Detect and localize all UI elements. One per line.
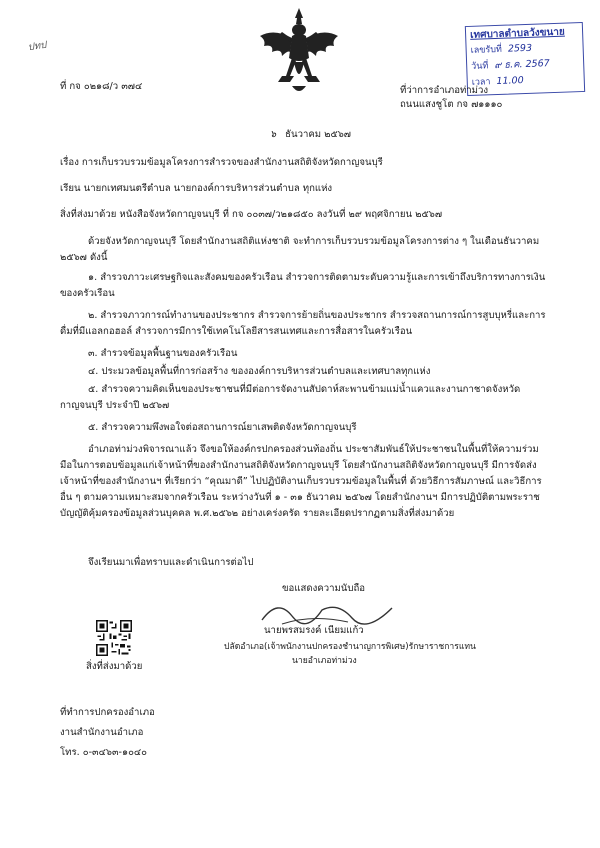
date-text: ธันวาคม ๒๕๖๗ <box>285 129 352 140</box>
doc-number: ที่ กจ ๐๒๑๘/ว ๓๗๔ <box>60 81 143 92</box>
list-item: ๕. สำรวจความพึงพอใจต่อสถานการณ์ยาเสพติดจังหวัดกาญจนบุรี <box>88 422 357 433</box>
list-item: ๕. สำรวจความคิดเห็นของประชาชนที่มีต่อการจัดงานสัปดาห์สะพานข้ามแม่น้ำแควและงานกาชาดจังหวัดกาญจนบุรี ประจำปี ๒๕๖๗ <box>60 384 521 411</box>
signer-title-1: ปลัดอำเภอ(เจ้าพนักงานปกครองชำนาญการพิเศษ)รักษาราชการแทน <box>224 642 476 652</box>
corner-note: ปทป <box>27 39 48 54</box>
signer-title-2: นายอำเภอท่าม่วง <box>292 656 357 666</box>
footer-phone: โทร. ๐-๓๔๖๓-๑๐๔๐ <box>60 747 148 758</box>
stamp-row-time: เวลา 11.00 <box>471 75 524 88</box>
list-item: ๑. สำรวจภาวะเศรษฐกิจและสังคมของครัวเรือน สำรวจการติดตามระดับความรู้และการเข้าถึงบริการทางการเงินของครัวเรือน <box>60 272 546 299</box>
date-mark: ๖ <box>270 129 277 140</box>
signer-name: นายพรสมรงค์ เนียมแก้ว <box>264 625 364 636</box>
stamp-row-number: เลขรับที่ 2593 <box>470 42 533 56</box>
list-item: ๓. สำรวจข้อมูลพื้นฐานของครัวเรือน <box>88 348 238 359</box>
closing-line: จึงเรียนมาเพื่อทราบและดำเนินการต่อไป <box>88 557 254 568</box>
list-item: ๒. สำรวจภาวการณ์ทำงานของประชากร สำรวจการย้ายถิ่นของประชากร สำรวจสถานการณ์การสูบบุหรี่และการดื่มที่มีแอลกอฮอล์ สำรวจการมีการใช้เทคโนโลยีสารสนเทศและการสื่อสารในครัวเรือน <box>60 310 546 337</box>
stamp-row-date: วันที่ ๙ ธ.ค. 2567 <box>471 58 550 72</box>
stamp-title: เทศบาลตำบลวังขนาย <box>469 26 565 41</box>
office-name: ที่ว่าการอำเภอท่าม่วง <box>400 85 489 96</box>
footer-office: ที่ทำการปกครองอำเภอ <box>60 707 155 718</box>
footer-section: งานสำนักงานอำเภอ <box>60 727 144 738</box>
qr-caption: สิ่งที่ส่งมาด้วย <box>86 661 143 672</box>
office-address: ถนนแสงชูโต กจ ๗๑๑๑๐ <box>400 99 503 110</box>
recipient-line: เรียน นายกเทศมนตรีตำบล นายกองค์การบริหารส่วนตำบล ทุกแห่ง <box>60 183 333 194</box>
enclosure-line: สิ่งที่ส่งมาด้วย หนังสือจังหวัดกาญจนบุรี ที่ กจ ๐๐๓๗/ว๒๑๘๕๐ ลงวันที่ ๒๙ พฤศจิกายน ๒๕๖๗ <box>60 209 443 220</box>
letter-date <box>270 128 351 142</box>
salutation: ขอแสดงความนับถือ <box>282 583 366 594</box>
list-item: ๔. ประมวลข้อมูลพื้นที่การก่อสร้าง ขององค์การบริหารส่วนตำบลและเทศบาลทุกแห่ง <box>88 366 431 377</box>
body-request: อำเภอท่าม่วงพิจารณาแล้ว จึงขอให้องค์กรปกครองส่วนท้องถิ่น ประชาสัมพันธ์ให้ประชาชนในพื้นที่ให้ความร่วมมือในการตอบข้อมูลแก่เจ้าหน้าที่ของสำนักงานสถิติจังหวัดกาญจนบุรี โดยสำนักงานสถิติจังหวัดกาญจนบุรี มีการจัดส่งเจ้าหน้าที่ของสำนักงานฯ ที่เรียกว่า “คุณมาดี” ไปปฏิบัติงานเก็บรวบรวมข้อมูลในพื้นที่ ด้วยวิธีการสัมภาษณ์ และวิธีการอื่น ๆ ตามความเหมาะสมจากครัวเรือน ระหว่างวันที่ ๑ - ๓๑ ธันวาคม ๒๕๖๗ โดยสำนักงานฯ มีการปฏิบัติตามพระราชบัญญัติคุ้มครองข้อมูลส่วนบุคคล พ.ศ.๒๕๖๒ อย่างเคร่งครัด รายละเอียดปรากฏตามสิ่งที่ส่งมาด้วย <box>60 444 542 519</box>
garuda-emblem-icon <box>256 6 342 98</box>
subject-line: เรื่อง การเก็บรวบรวมข้อมูลโครงการสำรวจของสำนักงานสถิติจังหวัดกาญจนบุรี <box>60 157 383 168</box>
qr-code-icon[interactable] <box>96 620 132 656</box>
body-intro: ด้วยจังหวัดกาญจนบุรี โดยสำนักงานสถิติแห่งชาติ จะทำการเก็บรวบรวมข้อมูลโครงการต่าง ๆ ในเดือนธันวาคม ๒๕๖๗ ดังนี้ <box>60 236 540 263</box>
